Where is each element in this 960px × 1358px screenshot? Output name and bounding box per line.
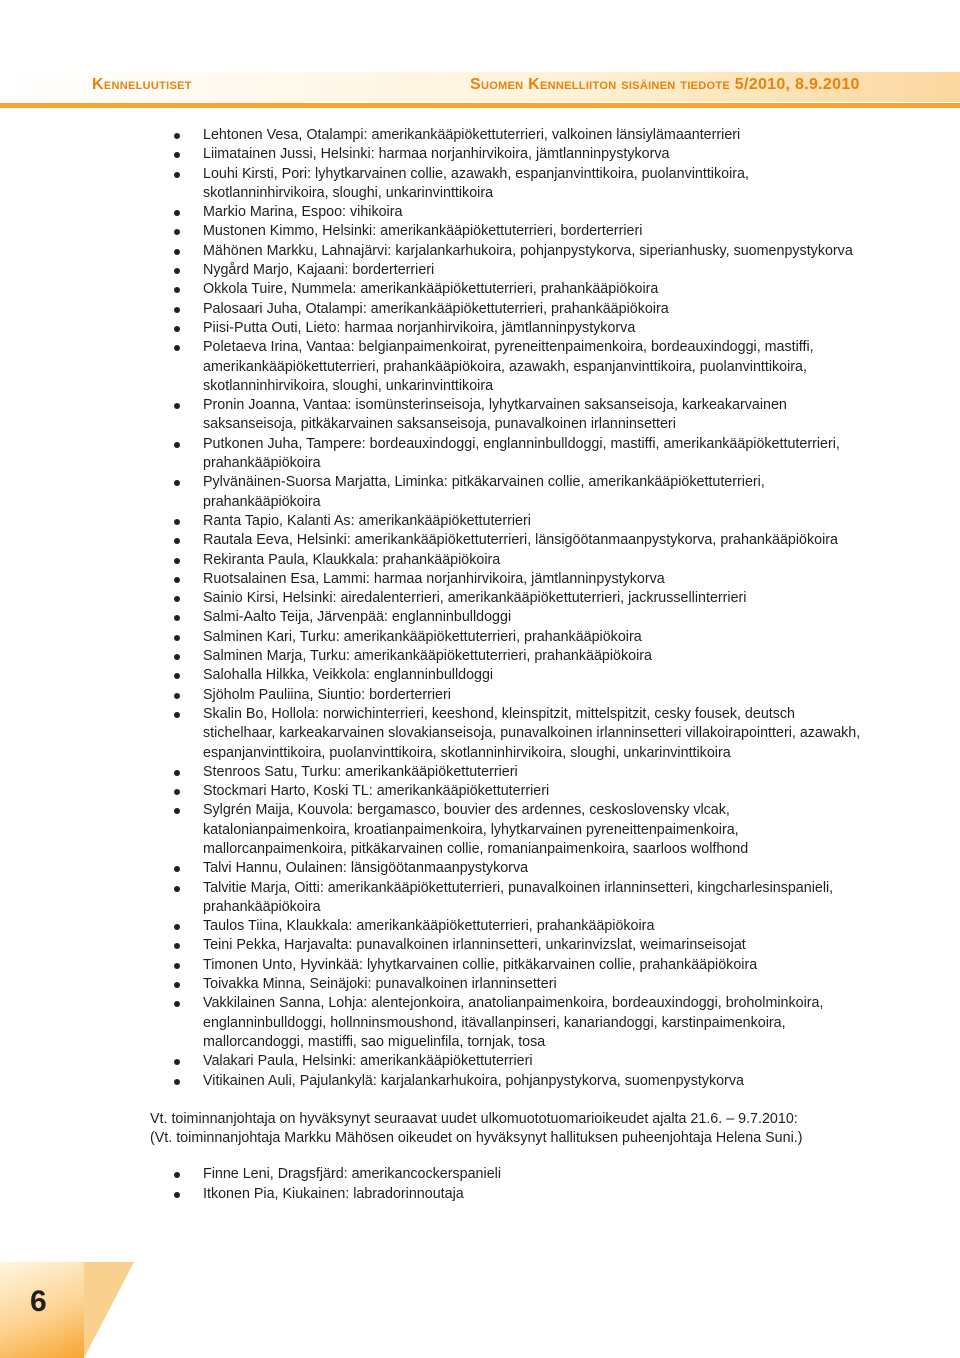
list-item: Finne Leni, Dragsfjärd: amerikancockerspanieli: [150, 1165, 862, 1184]
list-item: Stenroos Satu, Turku: amerikankääpiökettuterrieri: [150, 763, 862, 782]
list-item: Mähönen Markku, Lahnajärvi: karjalankarhukoira, pohjanpystykorva, siperianhusky, suomenpystykorva: [150, 242, 862, 261]
list-item: Pylvänäinen-Suorsa Marjatta, Liminka: pitkäkarvainen collie, amerikankääpiökettuterrieri, prahankääpiökoira: [150, 473, 862, 512]
list-item: Talvitie Marja, Oitti: amerikankääpiökettuterrieri, punavalkoinen irlanninsetteri, kingcharlesinspanieli, prahankääpiökoira: [150, 879, 862, 918]
section-title: Kenneluutiset: [92, 76, 192, 93]
list-item: Pronin Joanna, Vantaa: isomünsterinseisoja, lyhytkarvainen saksanseisoja, karkeakarvainen saksanseisoja, pitkäkarvainen saksanseisoja, punavalkoinen irlanninsetteri: [150, 396, 862, 435]
judge-list: [150, 126, 862, 1091]
list-item: Salohalla Hilkka, Veikkola: englanninbulldoggi: [150, 666, 862, 685]
header-rule: [0, 103, 960, 108]
notice-note: (Vt. toiminnanjohtaja Markku Mähösen oikeudet on hyväksynyt hallituksen puheenjohtaja Helena Suni.): [150, 1130, 803, 1147]
list-item: Markio Marina, Espoo: vihikoira: [150, 203, 862, 222]
list-item: Mustonen Kimmo, Helsinki: amerikankääpiökettuterrieri, borderterrieri: [150, 222, 862, 241]
list-item: Sjöholm Pauliina, Siuntio: borderterrieri: [150, 686, 862, 705]
list-item: Taulos Tiina, Klaukkala: amerikankääpiökettuterrieri, prahankääpiökoira: [150, 917, 862, 936]
list-item: Nygård Marjo, Kajaani: borderterrieri: [150, 261, 862, 280]
list-item: Vitikainen Auli, Pajulankylä: karjalankarhukoira, pohjanpystykorva, suomenpystykorva: [150, 1072, 862, 1091]
list-item: Valakari Paula, Helsinki: amerikankääpiökettuterrieri: [150, 1052, 862, 1071]
list-item: Toivakka Minna, Seinäjoki: punavalkoinen irlanninsetteri: [150, 975, 862, 994]
list-item: Rautala Eeva, Helsinki: amerikankääpiökettuterrieri, länsigöötanmaanpystykorva, prahankääpiökoira: [150, 531, 862, 550]
publication-title: Suomen Kennelliiton sisäinen tiedote 5/2010, 8.9.2010: [470, 76, 860, 93]
list-item: Palosaari Juha, Otalampi: amerikankääpiökettuterrieri, prahankääpiökoira: [150, 300, 862, 319]
list-item: Salminen Marja, Turku: amerikankääpiökettuterrieri, prahankääpiökoira: [150, 647, 862, 666]
list-item: Skalin Bo, Hollola: norwichinterrieri, keeshond, kleinspitzit, mittelspitzit, cesky fousek, deutsch stichelhaar, karkeakarvainen slovakianseisoja, punavalkoinen irlanninsetteri villakoirapointteri, azawakh, espanjanvinttikoira, puolanvinttikoira, skotlanninhirvikoira, sloughi, unkarinvinttikoira: [150, 705, 862, 763]
list-item: Sylgrén Maija, Kouvola: bergamasco, bouvier des ardennes, ceskoslovensky vlcak, katalonianpaimenkoira, kroatianpaimenkoira, lyhytkarvainen pyreneittenpaimenkoira, mallorcanpaimenkoira, pitkäkarvainen collie, romanianpaimenkoira, saarloos wolfhond: [150, 801, 862, 859]
list-item: Lehtonen Vesa, Otalampi: amerikankääpiökettuterrieri, valkoinen länsiylämaanterrieri: [150, 126, 862, 145]
list-item: Salminen Kari, Turku: amerikankääpiökettuterrieri, prahankääpiökoira: [150, 628, 862, 647]
list-item: Poletaeva Irina, Vantaa: belgianpaimenkoirat, pyreneittenpaimenkoira, bordeauxindoggi, mastiffi, amerikankääpiökettuterrieri, prahankääpiökoira, azawakh, espanjanvinttikoira, puolanvinttikoira, skotlanninhirvikoira, sloughi, unkarinvinttikoira: [150, 338, 862, 396]
list-item: Vakkilainen Sanna, Lohja: alentejonkoira, anatolianpaimenkoira, bordeauxindoggi, broholminkoira, englanninbulldoggi, hollnninsmoushond, itävallanpinseri, kanariandoggi, karstinpaimenkoira, mallorcandoggi, mastiffi, sao miguelinfila, tornjak, tosa: [150, 994, 862, 1052]
list-item: Talvi Hannu, Oulainen: länsigöötanmaanpystykorva: [150, 859, 862, 878]
list-item: Rekiranta Paula, Klaukkala: prahankääpiökoira: [150, 551, 862, 570]
list-item: Louhi Kirsti, Pori: lyhytkarvainen collie, azawakh, espanjanvinttikoira, puolanvinttikoira, skotlanninhirvikoira, sloughi, unkarinvinttikoira: [150, 165, 862, 204]
page-header: [0, 58, 960, 120]
list-item: Stockmari Harto, Koski TL: amerikankääpiökettuterrieri: [150, 782, 862, 801]
list-item: Salmi-Aalto Teija, Järvenpää: englanninbulldoggi: [150, 608, 862, 627]
list-item: Ruotsalainen Esa, Lammi: harmaa norjanhirvikoira, jämtlanninpystykorva: [150, 570, 862, 589]
list-item: Liimatainen Jussi, Helsinki: harmaa norjanhirvikoira, jämtlanninpystykorva: [150, 145, 862, 164]
notice-paragraph: [150, 1110, 850, 1149]
list-item: Sainio Kirsi, Helsinki: airedalenterrieri, amerikankääpiökettuterrieri, jackrussellinterrieri: [150, 589, 862, 608]
main-content: [150, 126, 862, 1204]
list-item: Putkonen Juha, Tampere: bordeauxindoggi, englanninbulldoggi, mastiffi, amerikankääpiökettuterrieri, prahankääpiökoira: [150, 435, 862, 474]
new-judge-list: [150, 1165, 862, 1204]
list-item: Teini Pekka, Harjavalta: punavalkoinen irlanninsetteri, unkarinvizslat, weimarinseisojat: [150, 936, 862, 955]
list-item: Ranta Tapio, Kalanti As: amerikankääpiökettuterrieri: [150, 512, 862, 531]
list-item: Timonen Unto, Hyvinkää: lyhytkarvainen collie, pitkäkarvainen collie, prahankääpiökoira: [150, 956, 862, 975]
page-number: 6: [30, 1285, 47, 1318]
list-item: Okkola Tuire, Nummela: amerikankääpiökettuterrieri, prahankääpiökoira: [150, 280, 862, 299]
list-item: Itkonen Pia, Kiukainen: labradorinnoutaja: [150, 1185, 862, 1204]
list-item: Piisi-Putta Outi, Lieto: harmaa norjanhirvikoira, jämtlanninpystykorva: [150, 319, 862, 338]
notice-line: Vt. toiminnanjohtaja on hyväksynyt seuraavat uudet ulkomuototuomarioikeudet ajalta 21.6. – 9.7.2010:: [150, 1110, 798, 1127]
page-corner-wedge: [84, 1262, 134, 1358]
